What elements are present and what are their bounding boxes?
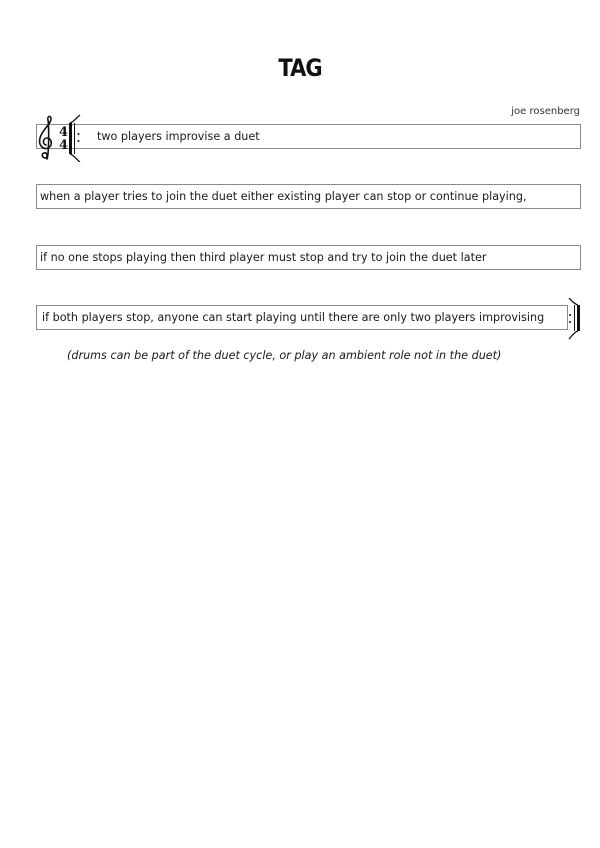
author-name: joe rosenberg [511, 106, 580, 117]
page-title: TAG [278, 54, 322, 82]
rule-box-3 [36, 245, 581, 270]
end-repeat-icon [563, 298, 585, 340]
staff-closing [563, 298, 585, 340]
svg-text:4: 4 [59, 138, 69, 153]
start-repeat-icon [69, 115, 80, 162]
rule-box-1 [36, 124, 581, 149]
rule-text: two players improvise a duet [97, 130, 260, 143]
svg-text:4: 4 [59, 125, 69, 140]
rule-box-4 [36, 305, 568, 330]
rule-text: when a player tries to join the duet either existing player can stop or continue playing, [40, 190, 527, 203]
staff-opening [36, 114, 96, 162]
rule-box-2 [36, 184, 581, 209]
rule-text: if both players stop, anyone can start playing until there are only two players improvising [42, 311, 545, 324]
rule-text: if no one stops playing then third player must stop and try to join the duet later [40, 251, 487, 264]
time-signature-icon [59, 125, 68, 153]
treble-clef-icon [36, 114, 96, 162]
footnote: (drums can be part of the duet cycle, or play an ambient role not in the duet) [67, 349, 502, 362]
